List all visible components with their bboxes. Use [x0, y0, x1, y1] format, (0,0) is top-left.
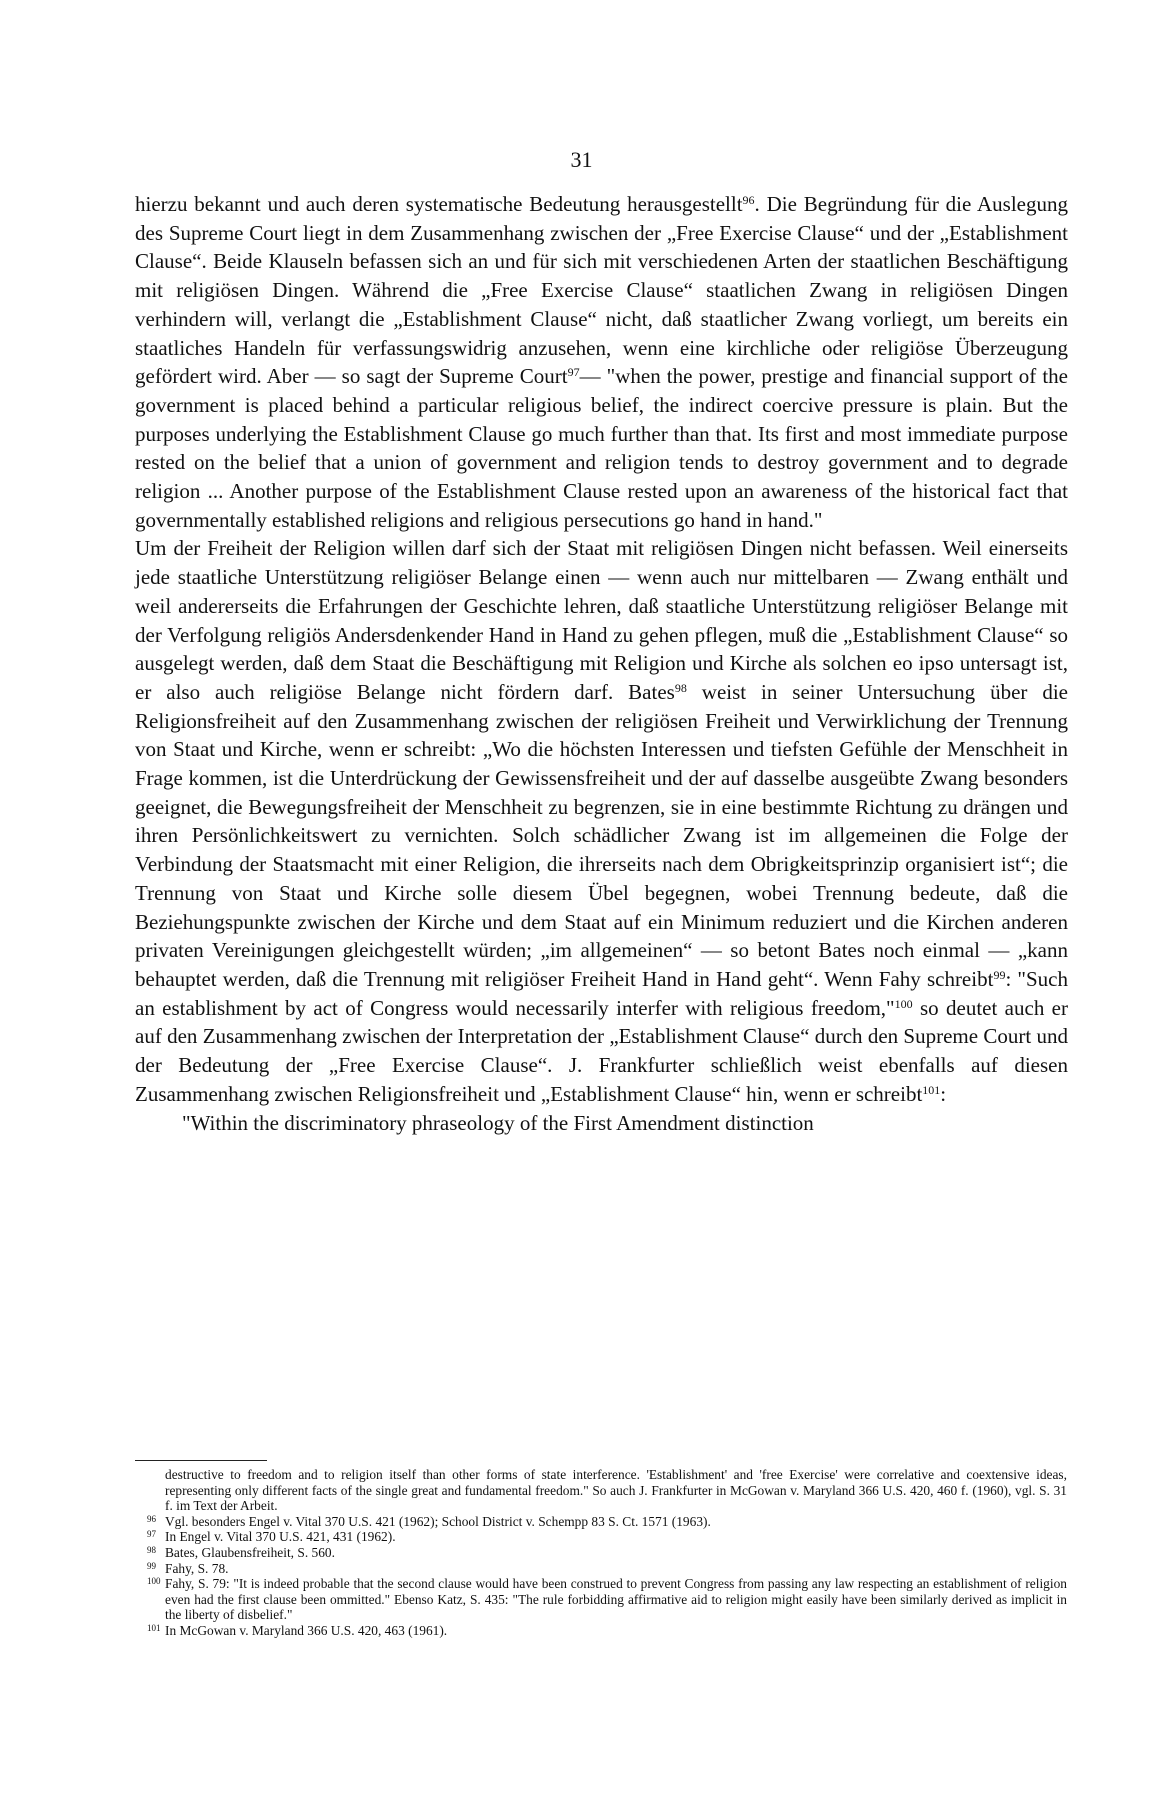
footnote-text: Fahy, S. 79: "It is indeed probable that the second clause would have been construed to prevent Congress from passing any law respecting an establishment of religion even had the first clause been ommitted." Ebenso Katz, S. 435: "The rule forbidding affirmative aid to religion might easily have been similarly derived as implicit in the liberty of disbelief.": [165, 1576, 1067, 1623]
paragraph: [135, 534, 1068, 1108]
body-text: [135, 190, 1068, 1137]
footnote: 101 In McGowan v. Maryland 366 U.S. 420, 463 (1961).: [147, 1622, 448, 1638]
text-span: "Within the discriminatory phraseology of the First Amendment distinction: [182, 1110, 814, 1135]
footnote-divider: [135, 1460, 267, 1461]
footnote-ref: 96: [742, 193, 755, 207]
footnote: 98 Bates, Glaubensfreiheit, S. 560.: [147, 1544, 335, 1560]
footnote-ref: 98: [674, 680, 687, 695]
footnote: 97 In Engel v. Vital 370 U.S. 421, 431 (1962).: [147, 1529, 396, 1545]
text-span: . Die Begründung für die Auslegung des Supreme Court liegt in dem Zusammenhang zwischen der „Free Exercise Clause“ und der „Establishment Clause“. Beide Klauseln befassen sich an und für sich mit verschiedenen Arten der staatlichen Beschäftigung mit religiösen Dingen. Während die „Free Exercise Clause“ staatlichen Zwang in religiösen Dingen verhindern will, verlangt die „Establishment Clause“ nicht, daß staatlicher Zwang vorliegt, um bereits ein staatliches Handeln für verfassungswidrig anzusehen, wenn eine kirchliche oder religiöse Überzeugung gefördert wird. Aber — so sagt der Supreme Court: [135, 192, 1068, 389]
text-span: so deutet auch er auf den Zusammenhang zwischen der Interpretation der „Establishment Clause“ durch den Supreme Court und der Bedeutung der „Free Exercise Clause“. J. Frankfurter schließlich weist ebenfalls auf diesen Zusammenhang zwischen Religionsfreiheit und „Establishment Clause“ hin, wenn er schreibt: [135, 995, 1068, 1106]
footnote: 99 Fahy, S. 78.: [147, 1560, 229, 1576]
footnote: 100 Fahy, S. 79: "It is indeed probable that the second clause would have been construed to prevent Congress from passing any law respecting an establishment of religion even had the first clause been ommitted." Ebenso Katz, S. 435: "The rule forbidding affirmative aid to religion might easily have been similarly derived as implicit in the liberty of disbelief.": [147, 1576, 1067, 1623]
text-span: — "when the power, prestige and financial support of the government is placed behind a particular religious belief, the indirect coercive pressure is plain. But the purposes underlying the Establishment Clause go much further than that. Its first and most immediate purpose rested on the belief that a union of government and religion tends to destroy government and to degrade religion ... Another purpose of the Establishment Clause rested upon an awareness of the historical fact that governmentally established religions and religious persecutions go hand in hand.": [135, 364, 1068, 532]
paragraph: [135, 190, 1068, 534]
footnotes: [147, 1467, 1067, 1639]
footnote-ref: 99: [993, 967, 1006, 982]
footnote-ref: 100: [894, 996, 913, 1011]
page-number: 31: [570, 147, 593, 172]
text-span: weist in seiner Untersuchung über die Religionsfreiheit auf den Zusammenhang zwischen der religiösen Freiheit und Verwirklichung der Trennung von Staat und Kirche, wenn er schreibt: „Wo die höchsten Interessen und tiefsten Gefühle der Menschheit in Frage kommen, ist die Unterdrückung der Gewissensfreiheit und der auf dasselbe ausgeübte Zwang besonders geeignet, die Bewegungsfreiheit der Menschheit zu begrenzen, sie in eine bestimmte Richtung zu drängen und ihren Persönlichkeitswert zu vernichten. Solch schädlicher Zwang ist im allgemeinen die Folge der Verbindung der Staatsmacht mit einer Religion, die ihrerseits nach dem Obrigkeitsprinzip organisiert ist“; die Trennung von Staat und Kirche solle diesem Übel begegnen, wobei Trennung bedeute, daß die Beziehungspunkte zwischen der Kirche und dem Staat auf ein Minimum reduziert und die Kirchen anderen privaten Vereinigungen gleichgestellt würden; „im allgemeinen“ — so betont Bates noch einmal — „kann behauptet werden, daß die Trennung mit religiöser Freiheit Hand in Hand geht“. Wenn Fahy schreibt: [135, 679, 1068, 991]
text-span: :: [940, 1081, 947, 1106]
text-span: hierzu bekannt und auch deren systematische Bedeutung herausgestellt: [135, 192, 743, 216]
footnote-text: Bates, Glaubensfreiheit, S. 560.: [165, 1544, 335, 1560]
text-span: Um der Freiheit der Religion willen darf sich der Staat mit religiösen Dingen nicht befassen. Weil einerseits jede staatliche Unterstützung religiöser Belange einen — wenn auch nur mittelbaren — Zwang enthält und weil andererseits die Erfahrungen der Geschichte lehren, daß staatliche Unterstützung religiöser Belange mit der Verfolgung religiös Andersdenkender Hand in Hand zu gehen pflegen, muß die „Establishment Clause“ so ausgelegt werden, daß dem Staat die Beschäftigung mit Religion und Kirche als solchen eo ipso untersagt ist, er also auch religiöse Belange nicht fördern darf. Bates: [135, 536, 1068, 704]
footnote-text: Fahy, S. 78.: [165, 1560, 229, 1576]
footnote: 96 Vgl. besonders Engel v. Vital 370 U.S. 421 (1962); School District v. Schempp 83 S. Ct. 1571 (1963).: [147, 1513, 711, 1529]
block-quote: [135, 1109, 1068, 1138]
footnote-ref: 97: [567, 365, 580, 380]
footnote-text: In McGowan v. Maryland 366 U.S. 420, 463 (1961).: [165, 1622, 448, 1638]
footnote-text: Vgl. besonders Engel v. Vital 370 U.S. 421 (1962); School District v. Schempp 83 S. Ct. 1571 (1963).: [165, 1513, 711, 1529]
footnote-continuation: destructive to freedom and to religion itself than other forms of state interference. 'Establishment' and 'free Exercise' were correlative and coextensive ideas, representing only different facts of the single great and fundamental freedom." So auch J. Frankfurter in McGowan v. Maryland 366 U.S. 420, 460 f. (1960), vgl. S. 31 f. im Text der Arbeit.: [165, 1467, 1067, 1514]
footnote-text: In Engel v. Vital 370 U.S. 421, 431 (1962).: [165, 1529, 396, 1545]
footnote-ref: 101: [922, 1082, 941, 1097]
text-span: : "Such an establishment by act of Congress would necessarily interfer with religious freedom,": [135, 966, 1068, 1020]
